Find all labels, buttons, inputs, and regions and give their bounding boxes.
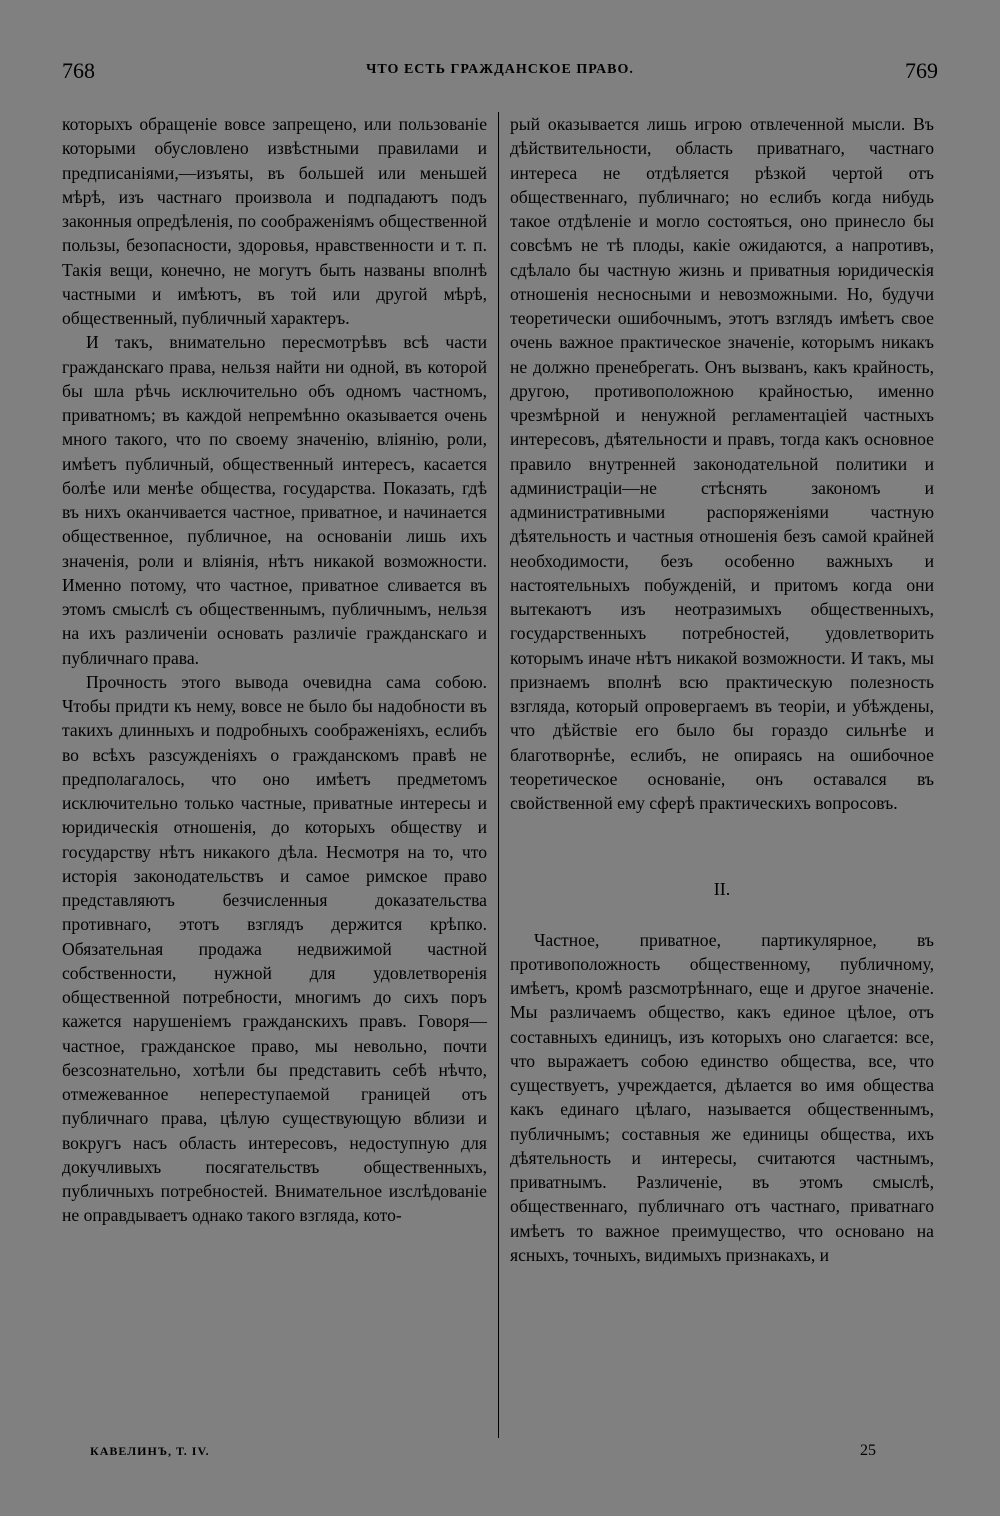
page-header — [62, 58, 938, 92]
left-paragraph-3: Прочность этого вывода очевидна сама собою. Чтобы придти къ нему, вовсе не было бы надобности въ такихъ длинныхъ и подробныхъ соображеніяхъ, еслибъ во всѣхъ разсужденіяхъ о гражданскомъ правѣ не предполагалось, что оно имѣетъ предметомъ исключительно только частные, приватные интересы и юридическія отношенія, до которыхъ обществу и государству нѣтъ никакого дѣла. Несмотря на то, что исторія законодательствъ и самое римское право представляютъ безчисленныя доказательства противнаго, этотъ взглядъ держится крѣпко. Обязательная продажа недвижимой частной собственности, нужной для удовлетворенія общественной потребности, многимъ до сихъ поръ кажется нарушеніемъ гражданскихъ правъ. Говоря—частное, гражданское право, мы невольно, почти безсознательно, хотѣли бы представить себѣ нѣчто, отмежеванное непереступаемой границей отъ публичнаго права, цѣлую существующую вблизи и вокругъ насъ область интересовъ, недоступную для докучливыхъ посягательствъ общественныхъ, публичныхъ потребностей. Внимательное изслѣдованіе не оправдываетъ однако такого взгляда, кото- — [62, 671, 487, 1226]
column-divider — [498, 112, 499, 1438]
sheet-number: 25 — [860, 1442, 876, 1459]
page-footer — [62, 1444, 938, 1468]
right-column — [510, 112, 934, 1267]
left-paragraph-2: И такъ, внимательно пересмотрѣвъ всѣ части гражданскаго права, нельзя найти ни одной, въ которой бы шла рѣчь исключительно объ одномъ частномъ, приватномъ; въ каждой непремѣнно оказывается очень много такого, что по своему значенію, вліянію, роли, имѣетъ публичный, общественный интересъ, касается болѣе или менѣе общества, государства. Показать, гдѣ въ нихъ оканчивается частное, приватное, и начинается общественное, публичное, на основаніи лишь ихъ значенія, роли и вліянія, нѣтъ никакой возможности. Именно потому, что частное, приватное сливается въ этомъ смыслѣ съ общественнымъ, публичнымъ, нельзя на ихъ различеніи основать различіе гражданскаго и публичнаго права. — [62, 332, 487, 668]
left-column — [62, 112, 487, 1228]
running-title: ЧТО ЕСТЬ ГРАЖДАНСКОЕ ПРАВО. — [366, 62, 634, 77]
right-page-number: 769 — [905, 58, 938, 83]
section-number: II. — [713, 879, 731, 900]
signature-mark: КАВЕЛИНЪ, Т. IV. — [90, 1444, 210, 1458]
right-paragraph-2: Частное, приватное, партикулярное, въ противоположность общественному, публичному, имѣетъ, кромѣ разсмотрѣннаго, еще и другое значеніе. Мы различаемъ общество, какъ единое цѣлое, отъ составныхъ единицъ, изъ которыхъ оно слагается: все, что выражаетъ собою единство общества, все, что существуетъ, учреждается, дѣлается во имя общества какъ единаго цѣлаго, называется общественнымъ, публичнымъ; составныя же единицы общества, ихъ дѣятельность и интересы, считаются частнымъ, приватнымъ. Различеніе, въ этомъ смыслѣ, общественнаго, публичнаго отъ частнаго, приватнаго имѣетъ то важное преимущество, что основано на ясныхъ, точныхъ, видимыхъ признакахъ, и — [510, 929, 934, 1265]
left-paragraph-1: которыхъ обращеніе вовсе запрещено, или пользованіе которыми обусловлено извѣстными правилами и предписаніями,—изъяты, въ большей или меньшей мѣрѣ, изъ частнаго произвола и подпадаютъ подъ законныя опредѣленія, по соображеніямъ общественной пользы, безопасности, здоровья, нравственности и т. п. Такія вещи, конечно, не могутъ быть названы вполнѣ частными и имѣютъ, въ той или другой мѣрѣ, общественный, публичный характеръ. — [62, 114, 487, 328]
left-page-number: 768 — [62, 58, 95, 83]
right-paragraph-1: рый оказывается лишь игрою отвлеченной мысли. Въ дѣйствительности, область приватнаго, частнаго интереса не отдѣляется рѣзкой чертой отъ общественнаго, публичнаго; но еслибъ когда нибудь такое отдѣленіе и могло состояться, оно принесло бы совсѣмъ не тѣ плоды, какіе ожидаются, а напротивъ, сдѣлало бы частную жизнь и приватныя юридическія отношенія несносными и невозможными. Но, будучи теоретически ошибочнымъ, этотъ взглядъ имѣетъ свое очень важное практическое значеніе, которымъ никакъ не должно пренебрегать. Онъ вызванъ, какъ крайность, другою, противоположною крайностью, именно чрезмѣрной и ненужной регламентаціей частныхъ интересовъ, дѣятельности и правъ, тогда какъ основное правило внутренней законодательной политики и администраціи—не стѣснять закономъ и административными распоряженіями частную дѣятельность и частныя отношенія безъ самой крайней необходимости, безъ особенно важныхъ и настоятельныхъ побужденій, и притомъ когда они вытекаютъ изъ неотразимыхъ общественныхъ, государственныхъ потребностей, удовлетворить которымъ иначе нѣтъ никакой возможности. И такъ, мы признаемъ вполнѣ всю практическую полезность взгляда, который опровергаемъ въ теоріи, и убѣждены, что дѣйствіе его было бы гораздо сильнѣе и благотворнѣе, еслибъ, не опираясь на ошибочное теоретическое основаніе, онъ оставался въ свойственной ему сферѣ практическихъ вопросовъ. — [510, 114, 934, 813]
